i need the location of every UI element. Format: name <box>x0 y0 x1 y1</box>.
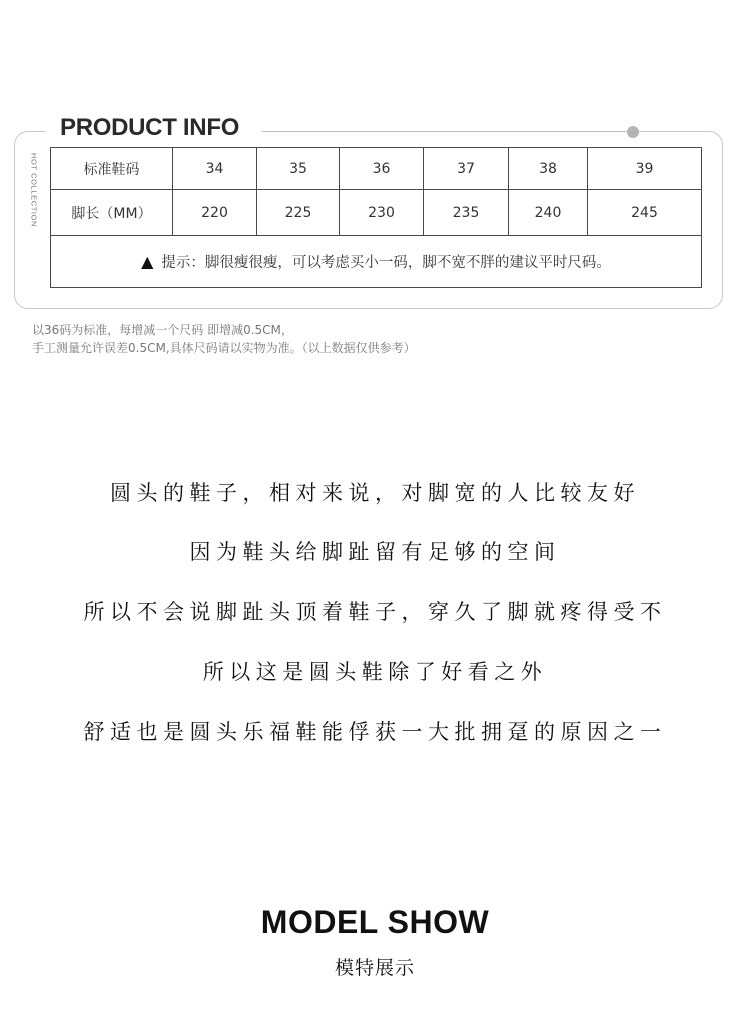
table-cell: 35 <box>257 148 340 190</box>
footnote-line: 手工测量允许误差0.5CM,具体尺码请以实物为准。（以上数据仅供参考） <box>32 341 416 355</box>
footnote-line: 以36码为标准，每增减一个尺码 即增减0.5CM， <box>32 323 293 337</box>
note-cell <box>51 236 702 288</box>
table-cell: 240 <box>509 190 588 236</box>
size-table <box>50 147 702 288</box>
table-cell: 34 <box>173 148 257 190</box>
table-row-foot-length <box>51 190 702 236</box>
row-label-foot-length: 脚长（MM） <box>51 190 173 236</box>
table-cell: 225 <box>257 190 340 236</box>
table-cell: 220 <box>173 190 257 236</box>
title-dot-icon <box>627 126 639 138</box>
description-line: 圆头的鞋子，相对来说，对脚宽的人比较友好 <box>110 481 640 505</box>
side-label: HOT COLLECTION <box>29 152 39 228</box>
table-cell: 38 <box>509 148 588 190</box>
description-line: 舒适也是圆头乐福鞋能俘获一大批拥趸的原因之一 <box>83 720 667 744</box>
warning-triangle-icon: ▲ <box>141 252 154 271</box>
size-footnote <box>32 321 416 357</box>
model-show-title: MODEL SHOW <box>260 904 490 940</box>
note-text: 提示：脚很瘦很瘦，可以考虑买小一码，脚不宽不胖的建议平时尺码。 <box>161 255 611 271</box>
model-show-subtitle: 模特展示 <box>334 957 415 979</box>
description-line: 因为鞋头给脚趾留有足够的空间 <box>189 540 561 564</box>
table-cell: 39 <box>588 148 702 190</box>
table-row-standard-size <box>51 148 702 190</box>
description-line: 所以这是圆头鞋除了好看之外 <box>202 660 548 684</box>
title-divider-line <box>264 131 630 132</box>
table-cell: 230 <box>340 190 424 236</box>
table-cell: 245 <box>588 190 702 236</box>
table-row-note <box>51 236 702 288</box>
table-cell: 37 <box>424 148 509 190</box>
row-label-standard-size: 标准鞋码 <box>51 148 173 190</box>
description-line: 所以不会说脚趾头顶着鞋子，穿久了脚就疼得受不 <box>83 600 667 624</box>
table-cell: 235 <box>424 190 509 236</box>
table-cell: 36 <box>340 148 424 190</box>
page-title: PRODUCT INFO <box>60 114 240 141</box>
